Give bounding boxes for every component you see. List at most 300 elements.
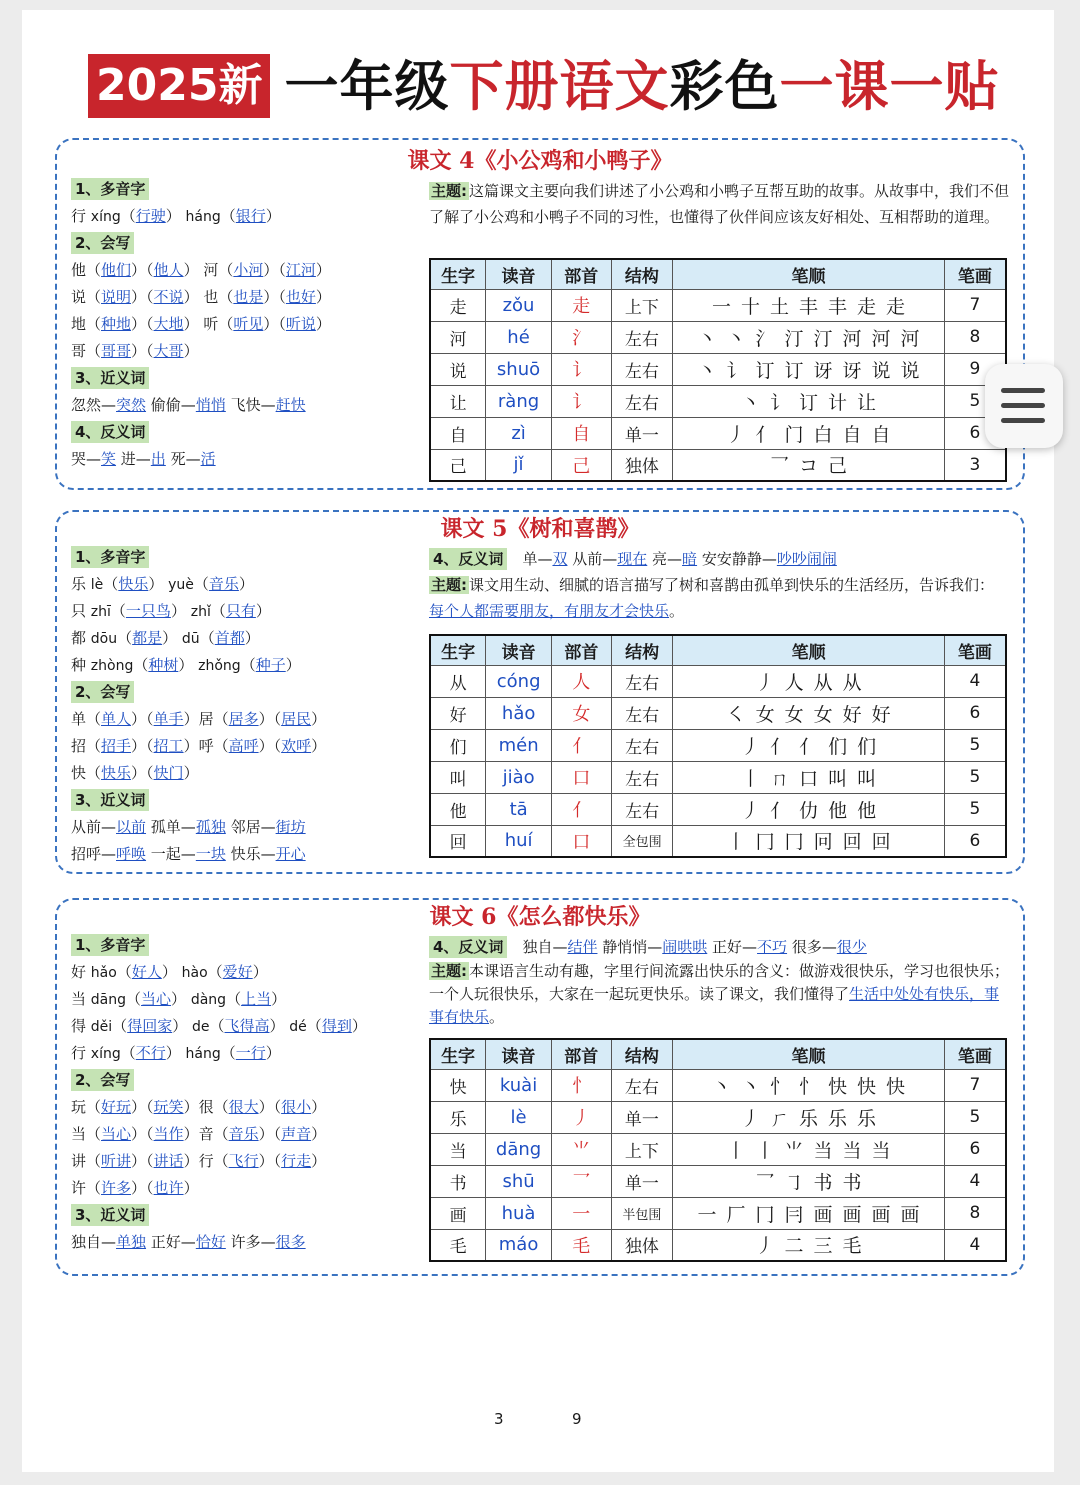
stroke-order-cell <box>673 825 944 857</box>
stroke-step: 亻 <box>770 735 792 758</box>
table-row <box>430 353 1006 385</box>
write-line: 玩（好玩）（玩笑）很（很大）（很小） <box>71 1098 327 1116</box>
structure-cell: 左右 <box>611 665 673 697</box>
structure-cell: 单一 <box>611 1101 673 1133</box>
stroke-step: 十 <box>740 295 762 318</box>
pinyin-cell: máo <box>486 1229 552 1261</box>
stroke-step: 丿 <box>740 1107 762 1130</box>
write-line: 说（说明）（不说） 也（也是）（也好） <box>71 288 331 306</box>
stroke-step: 一 <box>697 1203 719 1226</box>
stroke-step: 乐 <box>798 1107 820 1130</box>
stroke-step: 亻 <box>799 735 821 758</box>
char-cell: 毛 <box>430 1229 486 1261</box>
stroke-step: 一 <box>711 295 733 318</box>
stroke-step: 画 <box>813 1203 835 1226</box>
write-line: 哥（哥哥）（大哥） <box>71 342 199 360</box>
radical-cell: 讠 <box>551 353 611 385</box>
stroke-order-cell <box>673 353 945 385</box>
structure-cell: 左右 <box>611 1069 673 1101</box>
antonym-line: 哭—笑 进—出 死—活 <box>71 450 216 468</box>
stroke-step: 当 <box>813 1139 835 1162</box>
section-heading: 1、多音字 <box>71 178 149 200</box>
stroke-step: 说 <box>900 359 922 382</box>
pinyin-cell: dāng <box>486 1133 552 1165</box>
polyphone-line: 种 zhòng（种树） zhǒng（种子） <box>71 656 301 674</box>
write-line: 讲（听讲）（讲话）行（飞行）（行走） <box>71 1152 327 1170</box>
stroke-step: 丰 <box>828 295 850 318</box>
header-pinyin: 读音 <box>486 259 552 289</box>
stroke-order-cell <box>673 449 945 481</box>
hamburger-icon <box>1001 418 1045 423</box>
radical-cell: 口 <box>552 761 612 793</box>
stroke-step: 丶 <box>711 1075 733 1098</box>
stroke-step: 走 <box>886 295 908 318</box>
lesson-6-theme: 4、反义词 独自—结伴 静悄悄—闹哄哄 正好—不巧 很多—很少 主题: 本课语言生动有趣，字里行间流露出快乐的含义：做游戏很快乐，学习也很快乐；一个人玩很快乐，大家在一起玩更快乐。读了课文，我们懂得了生活中处处有快乐，事事有快乐。 <box>429 934 1009 1029</box>
radical-cell: 人 <box>552 665 612 697</box>
header-structure: 结构 <box>611 635 673 665</box>
stroke-order-cell <box>673 697 944 729</box>
stroke-step: 乐 <box>857 1107 879 1130</box>
char-cell: 快 <box>430 1069 486 1101</box>
lesson-5-stroke-table <box>429 634 1007 858</box>
stroke-count-cell: 8 <box>944 321 1006 353</box>
pinyin-cell: cóng <box>486 665 552 697</box>
stroke-count-cell: 5 <box>944 385 1006 417</box>
stroke-step: 丨 <box>755 1139 777 1162</box>
write-line: 招（招手）（招工）呼（高呼）（欢呼） <box>71 737 327 755</box>
write-line: 他（他们）（他人） 河（小河）（江河） <box>71 261 331 279</box>
lesson-6-title: 课文 6《怎么都快乐》 <box>429 904 651 930</box>
stroke-step: 女 <box>755 703 777 726</box>
stroke-step: 从 <box>842 671 864 694</box>
structure-cell: 左右 <box>611 385 673 417</box>
section-heading: 4、反义词 <box>71 421 149 443</box>
table-row <box>430 1229 1006 1261</box>
char-cell: 让 <box>430 385 486 417</box>
stroke-count-cell: 4 <box>944 665 1006 697</box>
stroke-step: 丨 <box>741 767 763 790</box>
radical-cell: 乛 <box>551 1165 611 1197</box>
lesson-5-theme: 4、反义词 单—双 从前—现在 亮—暗 安安静静—吵吵闹闹 主题: 课文用生动、细腻的语言描写了树和喜鹊由孤单到快乐的生活经历，告诉我们：每个人都需要朋友，有朋友才会快乐。 <box>429 546 1009 624</box>
stroke-step: 订 <box>798 391 820 414</box>
stroke-count-cell: 3 <box>944 449 1006 481</box>
structure-cell: 单一 <box>611 1165 673 1197</box>
stroke-step: 丿 <box>741 735 763 758</box>
char-cell: 当 <box>430 1133 486 1165</box>
stroke-step: ㄇ <box>770 767 792 790</box>
char-cell: 自 <box>430 417 486 449</box>
stroke-step: 女 <box>784 703 806 726</box>
char-cell: 河 <box>430 321 486 353</box>
stroke-step: 丶 <box>740 1075 762 1098</box>
stroke-order-cell <box>673 321 945 353</box>
table-row <box>430 289 1006 321</box>
char-cell: 从 <box>430 665 486 697</box>
stroke-step: 口 <box>799 767 821 790</box>
pinyin-cell: ràng <box>486 385 552 417</box>
write-line: 地（种地）（大地） 听（听见）（听说） <box>71 315 331 333</box>
table-row <box>430 729 1006 761</box>
stroke-step: 丿 <box>755 1235 777 1258</box>
radical-cell: 讠 <box>551 385 611 417</box>
stroke-count-cell: 6 <box>944 697 1006 729</box>
stroke-step: 河 <box>842 327 864 350</box>
structure-cell: 左右 <box>611 761 673 793</box>
stroke-step: 土 <box>769 295 791 318</box>
hamburger-icon <box>1001 388 1045 393</box>
radical-cell: 亻 <box>552 729 612 761</box>
pinyin-cell: hé <box>486 321 552 353</box>
structure-cell: 左右 <box>611 729 673 761</box>
stroke-step: 回 <box>871 831 893 854</box>
stroke-step: 叫 <box>857 767 879 790</box>
lesson-4-title: 课文 4《小公鸡和小鸭子》 <box>407 148 673 174</box>
structure-cell: 左右 <box>611 321 673 353</box>
lesson-4-card <box>55 138 1025 490</box>
stroke-step: 厂 <box>726 1203 748 1226</box>
stroke-step: ⺌ <box>784 1139 806 1162</box>
antonym-line: 4、反义词 单—双 从前—现在 亮—暗 安安静静—吵吵闹闹 <box>429 546 1009 572</box>
header-count: 笔画 <box>944 259 1006 289</box>
stroke-step: コ <box>798 455 820 478</box>
polyphone-line: 好 hǎo（好人） hào（爱好） <box>71 963 268 981</box>
stroke-step: 汀 <box>784 327 806 350</box>
polyphone-line: 乐 lè（快乐） yuè（音乐） <box>71 575 254 593</box>
page-number: 3 <box>494 1410 504 1428</box>
stroke-step: ㇛ <box>726 703 748 726</box>
title-text: 一年级下册语文彩色一课一贴 <box>284 54 1000 118</box>
header-radical: 部首 <box>551 1039 611 1069</box>
lesson-6-stroke-table <box>429 1038 1007 1262</box>
stroke-count-cell: 6 <box>944 417 1006 449</box>
stroke-step: 们 <box>828 735 850 758</box>
stroke-step: 冂 <box>755 831 777 854</box>
stroke-order-cell <box>673 1165 945 1197</box>
stroke-step: 忄 <box>769 1075 791 1098</box>
stroke-step: 讠 <box>769 391 791 414</box>
header-strokes: 笔顺 <box>673 635 944 665</box>
char-cell: 回 <box>430 825 486 857</box>
hamburger-icon <box>1001 403 1045 408</box>
stroke-order-cell <box>673 729 944 761</box>
radical-cell: 毛 <box>551 1229 611 1261</box>
stroke-step: 订 <box>755 359 777 382</box>
stroke-step: 走 <box>857 295 879 318</box>
stroke-order-cell <box>673 1197 945 1229</box>
page-title <box>88 46 999 126</box>
stroke-step: 汀 <box>813 327 835 350</box>
stroke-step: 丨 <box>726 831 748 854</box>
section-heading: 1、多音字 <box>71 546 149 568</box>
pinyin-cell: huí <box>486 825 552 857</box>
stroke-step: 丿 <box>755 671 777 694</box>
char-cell: 乐 <box>430 1101 486 1133</box>
write-line: 当（当心）（当作）音（音乐）（声音） <box>71 1125 327 1143</box>
stroke-step: 当 <box>842 1139 864 1162</box>
header-structure: 结构 <box>611 1039 673 1069</box>
table-row <box>430 449 1006 481</box>
stroke-step: 好 <box>842 703 864 726</box>
table-row <box>430 793 1006 825</box>
stroke-step: 氵 <box>755 327 777 350</box>
header-char: 生字 <box>430 1039 486 1069</box>
polyphone-line: 行 xíng（行驶） háng（银行） <box>71 207 281 225</box>
stroke-step: 二 <box>784 1235 806 1258</box>
polyphone-line: 都 dōu（都是） dū（首都） <box>71 629 260 647</box>
lesson-6-card <box>55 898 1025 1276</box>
header-strokes: 笔顺 <box>673 259 945 289</box>
pinyin-cell: zì <box>486 417 552 449</box>
lesson-4-stroke-table <box>429 258 1007 482</box>
pinyin-cell: kuài <box>486 1069 552 1101</box>
table-row <box>430 385 1006 417</box>
header-char: 生字 <box>430 635 486 665</box>
stroke-step: 画 <box>842 1203 864 1226</box>
header-radical: 部首 <box>552 635 612 665</box>
table-row <box>430 321 1006 353</box>
section-heading: 2、会写 <box>71 1069 134 1091</box>
char-cell: 叫 <box>430 761 486 793</box>
char-cell: 画 <box>430 1197 486 1229</box>
stroke-step: 书 <box>813 1171 835 1194</box>
stroke-step: 仂 <box>799 799 821 822</box>
stroke-order-cell <box>673 793 944 825</box>
stroke-step: 订 <box>784 359 806 382</box>
stroke-order-cell <box>673 1133 945 1165</box>
pinyin-cell: jǐ <box>486 449 552 481</box>
stroke-step: 他 <box>857 799 879 822</box>
stroke-step: 自 <box>842 423 864 446</box>
char-cell: 走 <box>430 289 486 321</box>
stroke-step: 快 <box>857 1075 879 1098</box>
stroke-step: 白 <box>813 423 835 446</box>
stroke-step: 讶 <box>842 359 864 382</box>
write-line: 快（快乐）（快门） <box>71 764 199 782</box>
radical-cell: 口 <box>552 825 612 857</box>
stroke-step: 丶 <box>697 327 719 350</box>
pinyin-cell: huà <box>486 1197 552 1229</box>
stroke-step: 快 <box>886 1075 908 1098</box>
stroke-count-cell: 9 <box>944 353 1006 385</box>
stroke-step: 亻 <box>755 423 777 446</box>
stroke-step: 人 <box>784 671 806 694</box>
stroke-count-cell: 4 <box>944 1165 1006 1197</box>
section-heading: 3、近义词 <box>71 1204 149 1226</box>
lesson-5-vocab <box>71 544 326 868</box>
polyphone-line: 得 děi（得回家） de（飞得高） dé（得到） <box>71 1017 367 1035</box>
stroke-step: 己 <box>828 455 850 478</box>
section-heading: 3、近义词 <box>71 367 149 389</box>
structure-cell: 单一 <box>611 417 673 449</box>
stroke-order-cell <box>673 417 945 449</box>
pinyin-cell: mén <box>486 729 552 761</box>
radical-cell: 己 <box>551 449 611 481</box>
structure-cell: 左右 <box>611 793 673 825</box>
structure-cell: 左右 <box>611 353 673 385</box>
pinyin-cell: shū <box>486 1165 552 1197</box>
table-row <box>430 1101 1006 1133</box>
stroke-count-cell: 5 <box>944 729 1006 761</box>
stroke-step: 讠 <box>726 359 748 382</box>
synonym-line: 忽然—突然 偷偷—悄悄 飞快—赶快 <box>71 396 306 414</box>
stroke-step: 们 <box>857 735 879 758</box>
radical-cell: 忄 <box>551 1069 611 1101</box>
section-heading: 1、多音字 <box>71 934 149 956</box>
lesson-5-title: 课文 5《树和喜鹊》 <box>440 516 640 542</box>
radical-cell: 自 <box>551 417 611 449</box>
stroke-count-cell: 4 <box>944 1229 1006 1261</box>
structure-cell: 独体 <box>611 1229 673 1261</box>
lesson-6-vocab <box>71 932 367 1256</box>
stroke-step: 书 <box>842 1171 864 1194</box>
radical-cell: 丿 <box>551 1101 611 1133</box>
radical-cell: ⺌ <box>551 1133 611 1165</box>
structure-cell: 独体 <box>611 449 673 481</box>
table-row <box>430 825 1006 857</box>
stroke-step: 丶 <box>726 327 748 350</box>
structure-cell: 左右 <box>611 697 673 729</box>
synonym-line: 招呼—呼唤 一起—一块 快乐—开心 <box>71 845 306 863</box>
stroke-order-cell <box>673 1229 945 1261</box>
write-line: 单（单人）（单手）居（居多）（居民） <box>71 710 327 728</box>
stroke-step: 女 <box>813 703 835 726</box>
stroke-step: 丿 <box>741 799 763 822</box>
polyphone-line: 只 zhī（一只鸟） zhǐ（只有） <box>71 602 271 620</box>
stroke-step: 丿 <box>726 423 748 446</box>
stroke-step: 忄 <box>798 1075 820 1098</box>
stroke-step: 说 <box>871 359 893 382</box>
header-strokes: 笔顺 <box>673 1039 945 1069</box>
radical-cell: 氵 <box>551 321 611 353</box>
pinyin-cell: jiào <box>486 761 552 793</box>
stroke-count-cell: 5 <box>944 793 1006 825</box>
table-row <box>430 417 1006 449</box>
table-row <box>430 1165 1006 1197</box>
stroke-step: 冋 <box>813 831 835 854</box>
header-radical: 部首 <box>551 259 611 289</box>
stroke-step: 河 <box>900 327 922 350</box>
char-cell: 们 <box>430 729 486 761</box>
write-line: 许（许多）（也许） <box>71 1179 199 1197</box>
polyphone-line: 行 xíng（不行） háng（一行） <box>71 1044 281 1062</box>
radical-cell: 一 <box>551 1197 611 1229</box>
pinyin-cell: lè <box>486 1101 552 1133</box>
stroke-step: 三 <box>813 1235 835 1258</box>
stroke-step: ㇆ <box>784 1171 806 1194</box>
table-row <box>430 1197 1006 1229</box>
stroke-step: 冃 <box>784 1203 806 1226</box>
radical-cell: 走 <box>551 289 611 321</box>
stroke-step: 毛 <box>842 1235 864 1258</box>
header-count: 笔画 <box>944 1039 1006 1069</box>
stroke-step: 河 <box>871 327 893 350</box>
structure-cell: 上下 <box>611 1133 673 1165</box>
section-heading: 3、近义词 <box>71 789 149 811</box>
stroke-step: 丶 <box>697 359 719 382</box>
section-heading: 2、会写 <box>71 681 134 703</box>
stroke-step: 乛 <box>769 455 791 478</box>
stroke-count-cell: 5 <box>944 1101 1006 1133</box>
stroke-step: 从 <box>813 671 835 694</box>
stroke-step: 当 <box>871 1139 893 1162</box>
lesson-4-vocab <box>71 176 331 473</box>
pinyin-cell: shuō <box>486 353 552 385</box>
pinyin-cell: zǒu <box>486 289 552 321</box>
stroke-step: 自 <box>871 423 893 446</box>
stroke-step: 叫 <box>828 767 850 790</box>
header-structure: 结构 <box>611 259 673 289</box>
stroke-step: 冂 <box>784 831 806 854</box>
table-row <box>430 697 1006 729</box>
stroke-step: 快 <box>828 1075 850 1098</box>
radical-cell: 亻 <box>552 793 612 825</box>
header-count: 笔画 <box>944 635 1006 665</box>
lesson-4-theme: 主题: 这篇课文主要向我们讲述了小公鸡和小鸭子互帮互助的故事。从故事中，我们不但了解了小公鸡和小鸭子不同的习性，也懂得了伙伴间应该友好相处、互相帮助的道理。 <box>429 182 1010 226</box>
header-pinyin: 读音 <box>486 635 552 665</box>
year-badge: 2025新 <box>88 54 270 118</box>
structure-cell: 全包围 <box>611 825 673 857</box>
char-cell: 好 <box>430 697 486 729</box>
stroke-step: 画 <box>871 1203 893 1226</box>
table-row <box>430 1133 1006 1165</box>
stroke-order-cell <box>673 761 944 793</box>
stroke-order-cell <box>673 665 944 697</box>
header-char: 生字 <box>430 259 486 289</box>
lesson-5-card <box>55 510 1025 874</box>
stroke-step: 画 <box>900 1203 922 1226</box>
pinyin-cell: tā <box>486 793 552 825</box>
stroke-step: 冂 <box>755 1203 777 1226</box>
stroke-count-cell: 6 <box>944 825 1006 857</box>
stroke-step: 丰 <box>798 295 820 318</box>
table-row <box>430 761 1006 793</box>
page-number: 9 <box>572 1410 582 1428</box>
stroke-step: 好 <box>871 703 893 726</box>
stroke-step: 回 <box>842 831 864 854</box>
table-row <box>430 665 1006 697</box>
stroke-count-cell: 6 <box>944 1133 1006 1165</box>
menu-button[interactable] <box>985 364 1063 448</box>
stroke-step: ㄏ <box>769 1107 791 1130</box>
stroke-step: 计 <box>828 391 850 414</box>
stroke-step: 让 <box>857 391 879 414</box>
synonym-line: 从前—以前 孤单—孤独 邻居—街坊 <box>71 818 306 836</box>
char-cell: 己 <box>430 449 486 481</box>
stroke-count-cell: 8 <box>944 1197 1006 1229</box>
structure-cell: 半包围 <box>611 1197 673 1229</box>
char-cell: 书 <box>430 1165 486 1197</box>
header-pinyin: 读音 <box>486 1039 552 1069</box>
table-row <box>430 1069 1006 1101</box>
stroke-step: 门 <box>784 423 806 446</box>
stroke-step: 亻 <box>770 799 792 822</box>
stroke-order-cell <box>673 289 945 321</box>
polyphone-line: 当 dāng（当心） dàng（上当） <box>71 990 287 1008</box>
char-cell: 他 <box>430 793 486 825</box>
radical-cell: 女 <box>552 697 612 729</box>
stroke-order-cell <box>673 1069 945 1101</box>
structure-cell: 上下 <box>611 289 673 321</box>
char-cell: 说 <box>430 353 486 385</box>
stroke-order-cell <box>673 1101 945 1133</box>
synonym-line: 独自—单独 正好—恰好 许多—很多 <box>71 1233 306 1251</box>
stroke-step: 丶 <box>740 391 762 414</box>
stroke-order-cell <box>673 385 945 417</box>
stroke-step: 乐 <box>828 1107 850 1130</box>
section-heading: 2、会写 <box>71 232 134 254</box>
stroke-count-cell: 7 <box>944 1069 1006 1101</box>
stroke-step: 讶 <box>813 359 835 382</box>
